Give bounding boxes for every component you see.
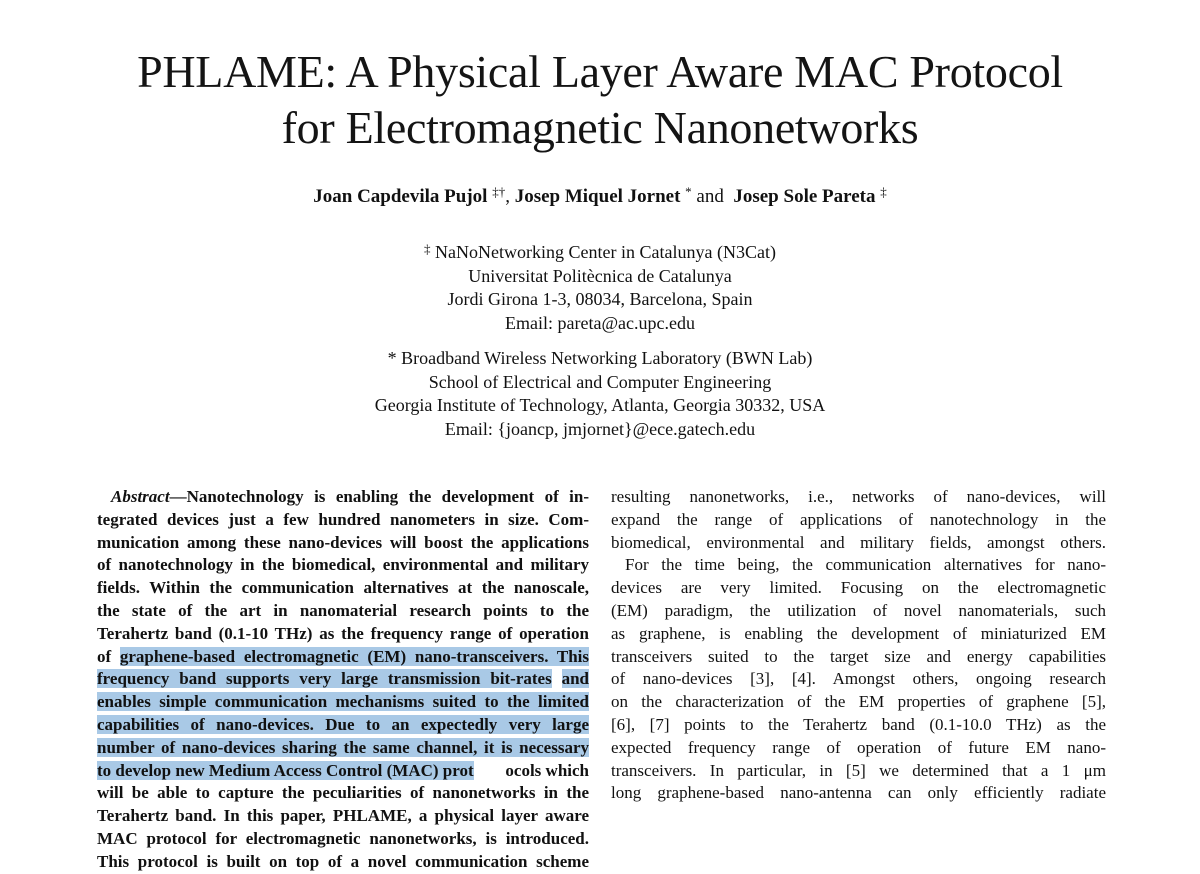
affiliation-email: Email: {joancp, jmjornet}@ece.gatech.edu <box>444 418 756 439</box>
introduction-column <box>611 486 1106 805</box>
body-line: transceivers. In particular, in [5] we determined that a 1 μm <box>611 760 1106 780</box>
text-selection-highlight[interactable]: enables simple communication mechanisms suited to the limited <box>97 692 589 712</box>
abstract-line: fields. Within the communication alternatives at the nanoscale, <box>97 578 589 598</box>
body-line: of nano-devices [3], [4]. Amongst others, ongoing research <box>611 669 1106 689</box>
body-line: long graphene-based nano-antenna can only efficiently radiate <box>611 783 1106 803</box>
abstract-line: will be able to capture the peculiarities of nanonetworks in the <box>97 783 589 803</box>
affiliation-email: Email: pareta@ac.upc.edu <box>505 312 695 333</box>
affiliation-n3cat <box>0 237 1200 335</box>
text-selection-highlight[interactable]: to develop new Medium Access Control (MAC) prot <box>97 760 474 780</box>
abstract-line: Abstract—Nanotechnology is enabling the development of in- <box>111 487 589 506</box>
author-separator: and <box>691 186 729 207</box>
body-line: For the time being, the communication alternatives for nano- <box>625 555 1106 575</box>
abstract-line <box>97 668 589 691</box>
body-line: (EM) paradigm, the utilization of novel nanomaterials, such <box>611 600 1106 620</box>
abstract-line: Terahertz band. In this paper, PHLAME, a physical layer aware <box>97 806 589 826</box>
body-line: expand the range of applications of nanotechnology in the <box>611 509 1106 529</box>
affiliation-line: Georgia Institute of Technology, Atlanta, Georgia 30332, USA <box>374 395 826 415</box>
author-list <box>0 178 1200 211</box>
affiliation-line: Jordi Girona 1-3, 08034, Barcelona, Spain <box>447 289 753 309</box>
paper-title <box>0 44 1200 156</box>
abstract-line: tegrated devices just a few hundred nanometers in size. Com- <box>97 509 589 529</box>
abstract-line <box>97 737 589 760</box>
abstract-line: the state of the art in nanomaterial research points to the <box>97 600 589 620</box>
abstract-line <box>97 691 589 714</box>
author-name: Josep Miquel Jornet <box>514 186 681 207</box>
body-line: on the characterization of the EM properties of graphene [5], <box>611 692 1106 712</box>
author-marks: ‡ <box>880 184 887 199</box>
affiliation-line: NaNoNetworking Center in Catalunya (N3Cat) <box>435 242 776 262</box>
text-selection-highlight[interactable]: frequency band supports very large transmission bit-rates <box>97 669 552 689</box>
title-line-2: for Electromagnetic Nanonetworks <box>281 102 919 153</box>
body-line: transceivers suited to the target size and energy capabilities <box>611 646 1106 666</box>
abstract-line: munication among these nano-devices will boost the applications <box>97 532 589 552</box>
abstract-column <box>97 486 589 874</box>
author-name: Joan Capdevila Pujol <box>313 186 488 207</box>
text-selection-highlight[interactable]: graphene-based electromagnetic (EM) nano-transceivers. This <box>119 646 589 666</box>
abstract-line <box>97 714 589 737</box>
affiliation-mark: ‡ <box>424 241 431 256</box>
author-name: Josep Sole Pareta <box>733 186 876 207</box>
affiliation-line: Broadband Wireless Networking Laboratory (BWN Lab) <box>401 348 813 368</box>
affiliation-mark: * <box>387 348 397 368</box>
abstract-line: of nanotechnology in the biomedical, environmental and military <box>97 555 589 575</box>
body-line: expected frequency range of operation of future EM nano- <box>611 737 1106 757</box>
affiliation-line: Universitat Politècnica de Catalunya <box>468 265 732 286</box>
abstract-line: Terahertz band (0.1-10 THz) as the frequency range of operation <box>97 623 589 643</box>
text-selection-highlight[interactable]: and <box>561 669 589 689</box>
body-line: devices are very limited. Focusing on the electromagnetic <box>611 578 1106 598</box>
body-line: biomedical, environmental and military fields, amongst others. <box>611 532 1106 552</box>
title-line-1: PHLAME: A Physical Layer Aware MAC Protocol <box>137 46 1063 97</box>
body-line: as graphene, is enabling the development of miniaturized EM <box>611 623 1106 643</box>
text-selection-highlight[interactable]: capabilities of nano-devices. Due to an expectedly very large <box>97 714 589 734</box>
author-separator: , <box>505 186 515 207</box>
affiliation-line: School of Electrical and Computer Engineering <box>428 371 772 392</box>
author-marks: ‡† <box>492 184 506 199</box>
abstract-label: Abstract <box>111 487 170 506</box>
abstract-dash: — <box>169 487 187 506</box>
text-selection-highlight[interactable]: number of nano-devices sharing the same channel, it is necessary <box>97 737 589 757</box>
abstract-line: MAC protocol for electromagnetic nanonetworks, is introduced. <box>97 828 589 848</box>
abstract-line: of graphene-based electromagnetic (EM) nano-transceivers. This <box>97 646 589 666</box>
body-line: [6], [7] points to the Terahertz band (0.1-10.0 THz) as the <box>611 714 1106 734</box>
body-line: resulting nanonetworks, i.e., networks of nano-devices, will <box>611 487 1106 506</box>
abstract-line: This protocol is built on top of a novel communication scheme <box>97 851 589 871</box>
author-marks: * <box>685 184 692 199</box>
affiliation-bwn-lab <box>0 347 1200 441</box>
abstract-line: to develop new Medium Access Control (MAC) prot ocols which <box>97 760 589 780</box>
